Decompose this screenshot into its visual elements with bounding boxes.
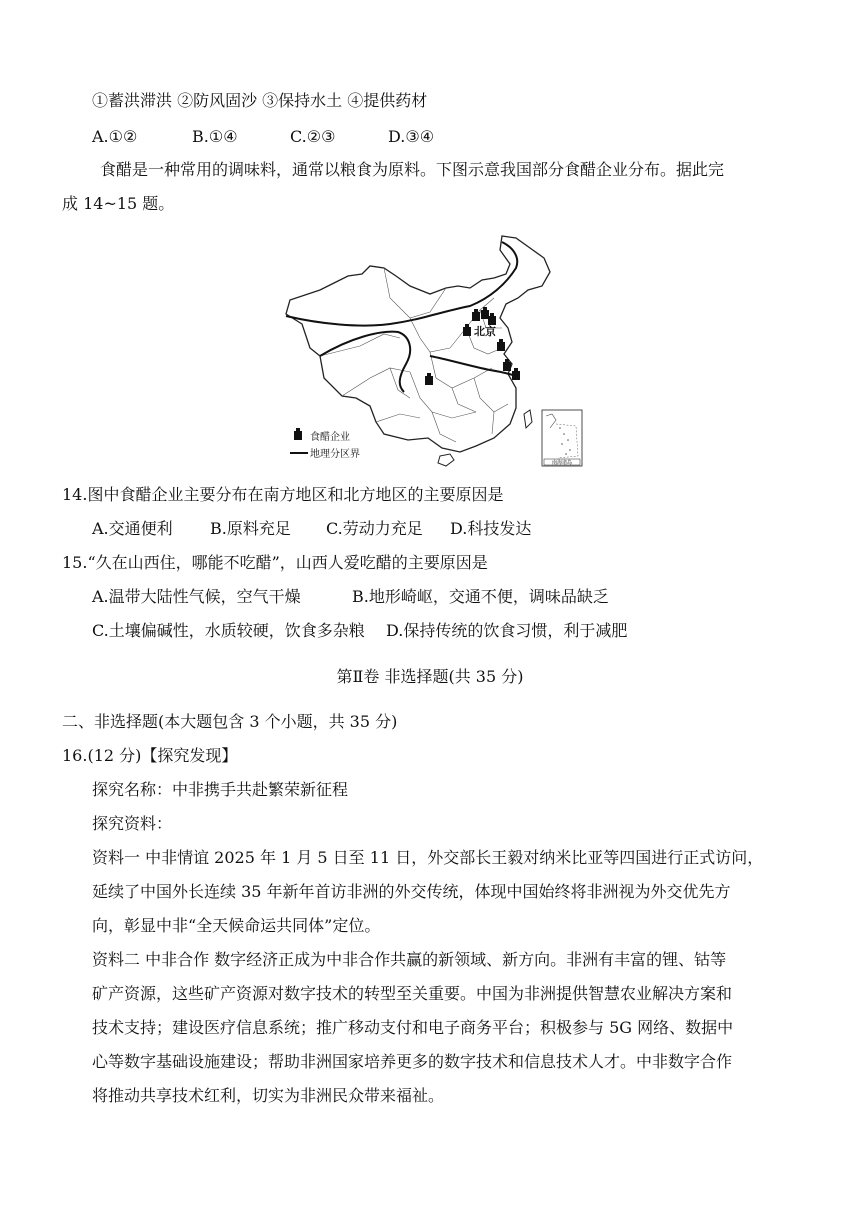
q14-option-a: A.交通便利 — [92, 519, 173, 538]
q14-option-d: D.科技发达 — [450, 519, 532, 538]
q16-material2-line: 将推动共享技术红利，切实为非洲民众带来福祉。 — [92, 1086, 445, 1105]
hainan-outline — [438, 454, 454, 466]
legend-enterprise-icon — [294, 428, 302, 440]
part2-section: 二、非选择题(本大题包含 3 个小题，共 35 分) — [62, 712, 398, 731]
q14-stem: 14.图中食醋企业主要分布在南方地区和北方地区的主要原因是 — [62, 485, 504, 504]
q16-material2-line: 矿产资源，这些矿产资源对数字技术的转型至关重要。中国为非洲提供智慧农业解决方案和 — [92, 984, 733, 1003]
q13-option-c: C.②③ — [290, 127, 336, 146]
province-boundaries — [320, 268, 508, 442]
legend-boundary-label: 地理分区界 — [310, 449, 360, 460]
q15-option-c: C.土壤偏碱性，水质较硬，饮食多杂粮 — [92, 621, 365, 640]
legend-enterprise-label: 食醋企业 — [310, 432, 350, 443]
q13-option-b: B.①④ — [192, 127, 238, 146]
enterprise-marker — [463, 324, 471, 336]
q13-functions-line: ①蓄洪滞洪 ②防风固沙 ③保持水土 ④提供药材 — [92, 91, 428, 110]
q14-option-c: C.劳动力充足 — [326, 519, 423, 538]
q15-stem: 15.“久在山西住，哪能不吃醋”，山西人爱吃醋的主要原因是 — [62, 553, 488, 572]
q16-material2-line: 资料二 中非合作 数字经济正成为中非合作共赢的新领域、新方向。非洲有丰富的锂、钴等 — [92, 950, 727, 969]
q15-option-b: B.地形崎岖，交通不便，调味品缺乏 — [352, 587, 609, 606]
q16-material2-line: 心等数字基础设施建设；帮助非洲国家培养更多的数字技术和信息技术人才。中非数字合作 — [92, 1052, 733, 1071]
taiwan-outline — [524, 410, 532, 428]
enterprise-marker — [425, 373, 433, 385]
map-svg — [280, 228, 585, 471]
intro-line-2: 成 14~15 题。 — [62, 194, 175, 213]
q16-material1-line: 资料一 中非情谊 2025 年 1 月 5 日至 11 日，外交部长王毅对纳米比亚等四国进行正式访问， — [92, 848, 764, 867]
part2-title: 第Ⅱ卷 非选择题(共 35 分) — [336, 667, 524, 686]
q15-option-d: D.保持传统的饮食习惯，利于减肥 — [386, 621, 628, 640]
intro-line-1: 食醋是一种常用的调味料，通常以粮食为原料。下图示意我国部分食醋企业分布。据此完 — [100, 160, 725, 179]
enterprise-marker — [481, 307, 489, 319]
boundary-qinghai-tibet — [320, 332, 410, 392]
enterprise-marker — [512, 368, 520, 380]
inset-label: 南海诸岛 — [551, 460, 573, 466]
enterprise-marker — [472, 309, 480, 321]
q16-materials-label: 探究资料： — [92, 814, 173, 833]
q16-material1-line: 延续了中国外长连续 35 年新年首访非洲的外交传统，体现中国始终将非洲视为外交优先方 — [92, 882, 731, 901]
q13-option-a: A.①② — [92, 127, 138, 146]
q13-option-d: D.③④ — [388, 127, 435, 146]
q16-header: 16.(12 分)【探究发现】 — [62, 746, 238, 765]
map-legend — [290, 428, 360, 460]
south-china-sea-inset — [542, 410, 582, 466]
q16-inquiry-name: 探究名称：中非携手共赴繁荣新征程 — [92, 780, 349, 799]
q16-material2-line: 技术支持；建设医疗信息系统；推广移动支付和电子商务平台；积极参与 5G 网络、数据中 — [92, 1018, 734, 1037]
enterprise-marker — [488, 313, 496, 325]
beijing-label: 北京 — [474, 325, 496, 338]
enterprise-marker — [497, 339, 505, 351]
q15-option-a: A.温带大陆性气候，空气干燥 — [92, 587, 301, 606]
china-vinegar-map — [280, 228, 585, 471]
q14-option-b: B.原料充足 — [210, 519, 291, 538]
china-outline — [286, 236, 550, 452]
q16-material1-line: 向，彰显中非“全天候命运共同体”定位。 — [92, 916, 381, 935]
